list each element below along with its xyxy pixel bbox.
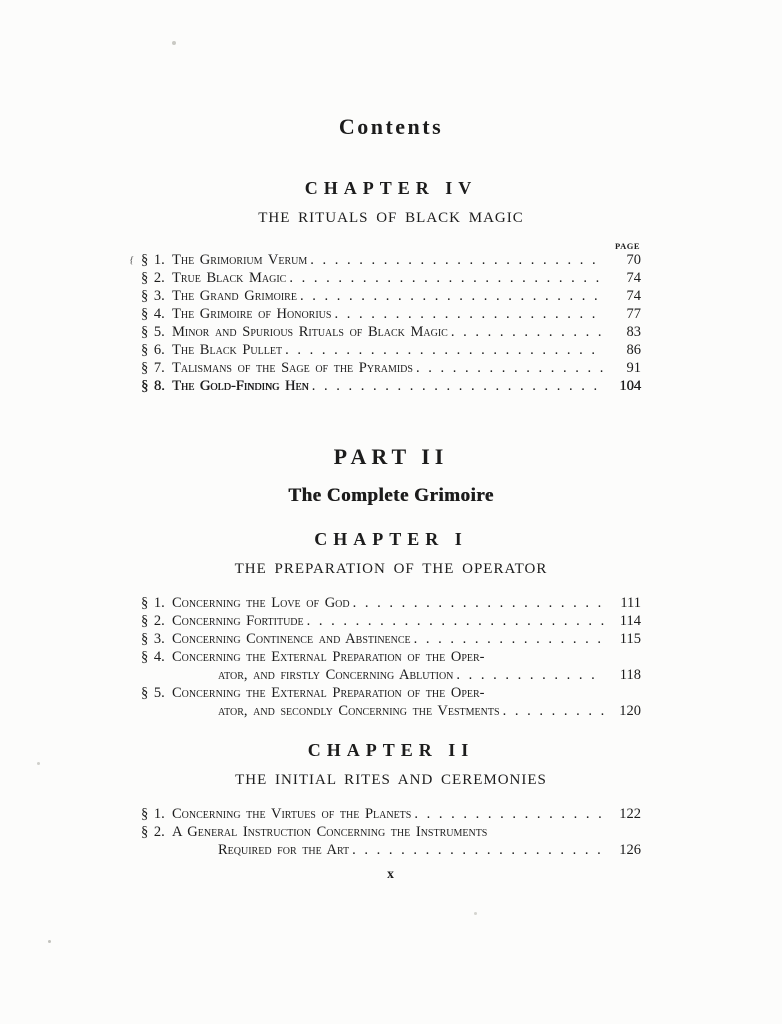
entry-page-number: 86	[626, 342, 641, 358]
toc-entry-continuation	[141, 702, 641, 720]
entry-page-number: 70	[626, 252, 641, 268]
chapter-4-subheading: THE RITUALS OF BLACK MAGIC	[258, 210, 524, 226]
toc-entry	[141, 823, 641, 841]
dot-leader	[334, 305, 604, 323]
entry-title: The Grimorium Verum	[172, 252, 308, 268]
entry-title: Talismans of the Sage of the Pyramids	[172, 360, 413, 376]
entry-title-continuation: Required for the Art	[218, 842, 350, 858]
section-number: § 4.	[141, 306, 165, 322]
dot-leader	[414, 630, 604, 648]
entry-page-number: 74	[626, 288, 641, 304]
entry-title: Concerning the Virtues of the Planets	[172, 806, 412, 822]
entry-title: Minor and Spurious Rituals of Black Magic	[172, 324, 448, 340]
entry-title: Concerning the External Preparation of the Oper-	[172, 685, 485, 701]
scan-speck	[172, 41, 176, 45]
chapter-1-heading: CHAPTER I	[314, 529, 468, 549]
entry-page-number: 111	[620, 595, 641, 611]
section-number: § 1.	[141, 252, 165, 268]
dot-leader	[352, 841, 604, 859]
stray-mark: {	[128, 254, 135, 267]
chapter-1-subheading: THE PREPARATION OF THE OPERATOR	[234, 561, 548, 577]
section-number: § 5.	[141, 685, 165, 701]
toc-entry	[141, 612, 641, 630]
toc-entry-continuation	[141, 666, 641, 684]
dot-leader	[312, 377, 604, 395]
chapter-2-heading: CHAPTER II	[307, 740, 475, 760]
entry-page-number: 115	[619, 631, 641, 647]
dot-leader	[300, 287, 604, 305]
page-title: Contents	[338, 114, 444, 139]
folio-page-number: x	[387, 866, 395, 881]
entry-title: Concerning the External Preparation of the Oper-	[172, 649, 485, 665]
toc-chapter-1	[141, 594, 641, 720]
section-number: § 3.	[141, 631, 165, 647]
dot-leader	[414, 805, 604, 823]
section-number: § 3.	[141, 288, 165, 304]
section-number: § 4.	[141, 649, 165, 665]
toc-chapter-4	[128, 241, 641, 395]
scan-speck	[37, 762, 40, 765]
page-column-label: PAGE	[615, 241, 640, 251]
toc-entry	[141, 269, 641, 287]
section-number: § 2.	[141, 613, 165, 629]
entry-title: A General Instruction Concerning the Instruments	[172, 824, 488, 840]
chapter-2-subheading: THE INITIAL RITES AND CEREMONIES	[235, 772, 547, 788]
dot-leader	[451, 323, 604, 341]
dot-leader	[285, 341, 604, 359]
part-2-title-blackletter: The Complete Grimoire	[288, 485, 494, 506]
toc-entry	[141, 323, 641, 341]
entry-page-number: 91	[626, 360, 641, 376]
entry-title-continuation: ator, and secondly Concerning the Vestments	[218, 703, 500, 719]
entry-title: Concerning the Love of God	[172, 595, 350, 611]
dot-leader	[289, 269, 604, 287]
entry-title: Concerning Continence and Abstinence	[172, 631, 411, 647]
page-content	[128, 0, 641, 882]
entry-title: The Gold-Finding Hen	[172, 378, 309, 394]
dot-leader	[310, 251, 604, 269]
entry-title: Concerning Fortitude	[172, 613, 304, 629]
dot-leader	[353, 594, 604, 612]
entry-title: True Black Magic	[172, 270, 287, 286]
scan-speck	[474, 912, 477, 915]
section-number: § 2.	[141, 824, 165, 840]
section-number: § 1.	[141, 595, 165, 611]
entry-page-number: 114	[619, 613, 641, 629]
entry-page-number: 122	[619, 806, 641, 822]
toc-entry	[141, 377, 641, 395]
toc-entry	[141, 287, 641, 305]
toc-entry	[141, 594, 641, 612]
entry-page-number: 120	[619, 703, 641, 719]
dot-leader	[456, 666, 604, 684]
section-number: § 8.	[141, 378, 165, 394]
section-number: § 5.	[141, 324, 165, 340]
part-2-heading: PART II	[333, 444, 449, 469]
toc-entry	[141, 648, 641, 666]
entry-page-number: 77	[626, 306, 641, 322]
dot-leader	[416, 359, 604, 377]
toc-entry	[128, 251, 641, 269]
toc-entry	[141, 630, 641, 648]
toc-entry	[141, 341, 641, 359]
dot-leader	[503, 702, 604, 720]
scan-speck	[48, 940, 51, 943]
entry-page-number: 83	[626, 324, 641, 340]
entry-title: The Grimoire of Honorius	[172, 306, 332, 322]
entry-page-number: 74	[626, 270, 641, 286]
entry-page-number: 104	[619, 378, 641, 394]
section-number: § 7.	[141, 360, 165, 376]
toc-entry	[141, 684, 641, 702]
toc-entry	[141, 305, 641, 323]
toc-entry	[141, 805, 641, 823]
toc-chapter-2	[141, 805, 641, 859]
entry-page-number: 126	[619, 842, 641, 858]
entry-page-number: 118	[619, 667, 641, 683]
toc-entry-continuation	[141, 841, 641, 859]
chapter-4-heading: CHAPTER IV	[304, 178, 478, 198]
entry-title: The Black Pullet	[172, 342, 283, 358]
dot-leader	[307, 612, 604, 630]
section-number: § 1.	[141, 806, 165, 822]
section-number: § 2.	[141, 270, 165, 286]
toc-entry	[141, 359, 641, 377]
section-number: § 6.	[141, 342, 165, 358]
entry-title: The Grand Grimoire	[172, 288, 297, 304]
entry-title-continuation: ator, and firstly Concerning Ablution	[218, 667, 454, 683]
